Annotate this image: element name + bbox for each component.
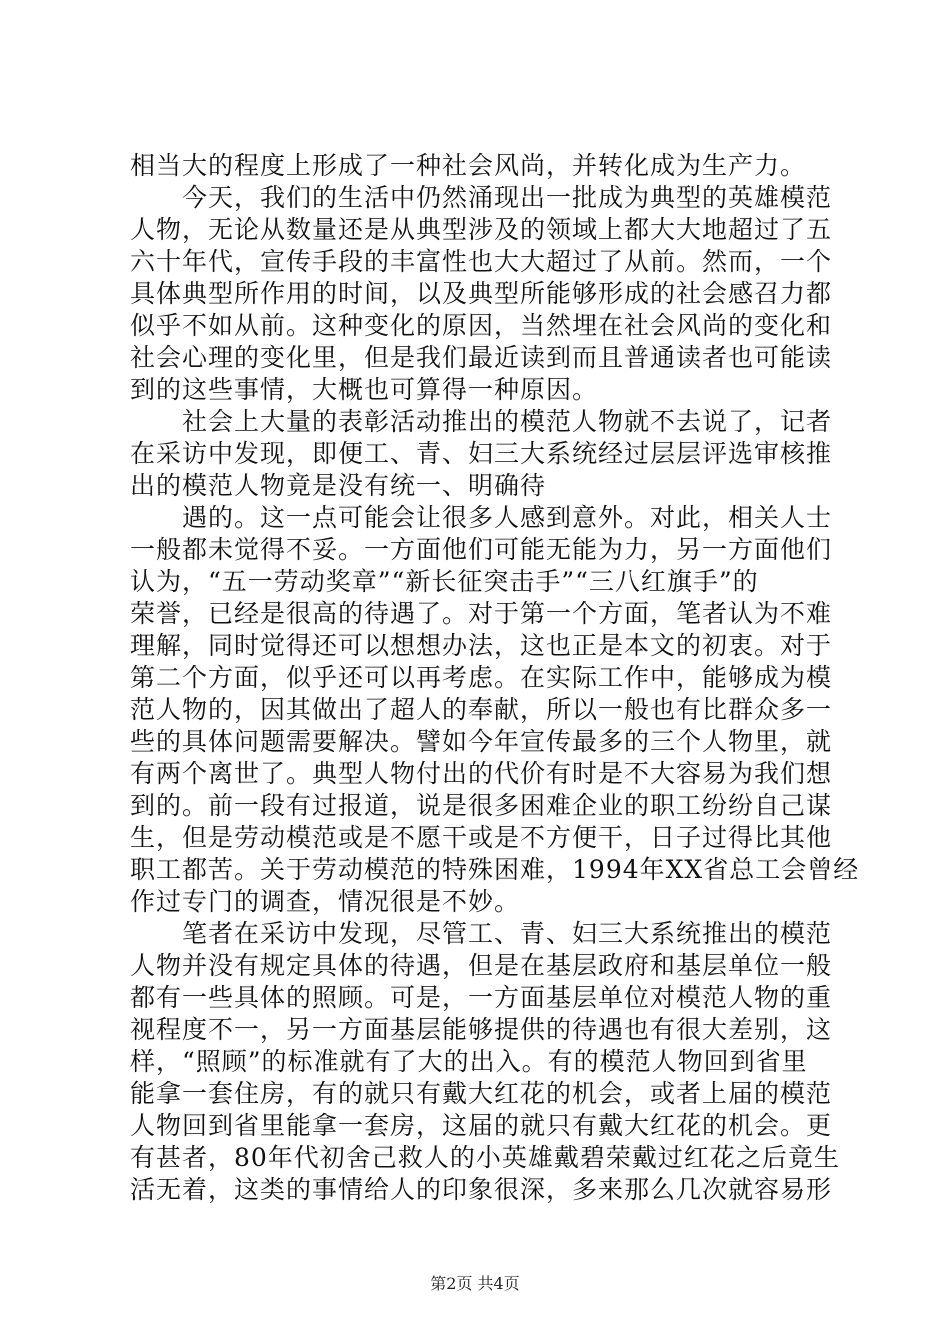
body-text xyxy=(130,150,860,1206)
text-line: 到的。前一段有过报道，说是很多困难企业的职工纷纷自己谋 xyxy=(130,791,833,820)
text-line: 遇的。这一点可能会让很多人感到意外。对此，相关人士 xyxy=(182,503,833,532)
text-line: 六十年代，宣传手段的丰富性也大大超过了从前。然而，一个 xyxy=(130,247,833,276)
page-number-footer: 第2页 共4页 xyxy=(430,1274,520,1293)
text-line: 人物回到省里能拿一套房，这届的就只有戴大红花的机会。更 xyxy=(130,1111,833,1140)
text-line: 理解，同时觉得还可以想想办法，这也正是本文的初衷。对于 xyxy=(130,631,833,660)
text-line: 人物并没有规定具体的待遇，但是在基层政府和基层单位一般 xyxy=(130,951,833,980)
text-line: 出的模范人物竟是没有统一、明确待 xyxy=(130,471,547,500)
text-line: 活无着，这类的事情给人的印象很深，多来那么几次就容易形 xyxy=(130,1175,833,1204)
text-line: 职工都苦。关于劳动模范的特殊困难，1994年XX省总工会曾经 xyxy=(130,855,860,884)
text-line: 有甚者，80年代初舍己救人的小英雄戴碧荣戴过红花之后竟生 xyxy=(130,1143,840,1172)
text-line: 笔者在采访中发现，尽管工、青、妇三大系统推出的模范 xyxy=(182,919,833,948)
text-line: 范人物的，因其做出了超人的奉献，所以一般也有比群众多一 xyxy=(130,695,833,724)
text-line: 社会心理的变化里，但是我们最近读到而且普通读者也可能读 xyxy=(130,343,833,372)
text-line: 在采访中发现，即便工、青、妇三大系统经过层层评选审核推 xyxy=(130,439,833,468)
text-line: 到的这些事情，大概也可算得一种原因。 xyxy=(130,375,599,404)
text-line: 都有一些具体的照顾。可是，一方面基层单位对模范人物的重 xyxy=(130,983,833,1012)
text-line: 认为，“五一劳动奖章”“新长征突击手”“三八红旗手”的 xyxy=(130,567,759,596)
text-line: 些的具体问题需要解决。譬如今年宣传最多的三个人物里，就 xyxy=(130,727,833,756)
text-line: 作过专门的调查，情况很是不妙。 xyxy=(130,887,521,916)
text-line: 生，但是劳动模范或是不愿干或是不方便干，日子过得比其他 xyxy=(130,823,833,852)
text-line: 有两个离世了。典型人物付出的代价有时是不大容易为我们想 xyxy=(130,759,833,788)
text-line: 社会上大量的表彰活动推出的模范人物就不去说了，记者 xyxy=(182,407,833,436)
text-line: 人物，无论从数量还是从典型涉及的领域上都大大地超过了五 xyxy=(130,215,833,244)
text-line: 一般都未觉得不妥。一方面他们可能无能为力，另一方面他们 xyxy=(130,535,833,564)
text-line: 能拿一套住房，有的就只有戴大红花的机会，或者上届的模范 xyxy=(130,1079,833,1108)
text-line: 似乎不如从前。这种变化的原因，当然埋在社会风尚的变化和 xyxy=(130,311,833,340)
text-line: 荣誉，已经是很高的待遇了。对于第一个方面，笔者认为不难 xyxy=(130,599,833,628)
text-line: 第二个方面，似乎还可以再考虑。在实际工作中，能够成为模 xyxy=(130,663,833,692)
text-line: 今天，我们的生活中仍然涌现出一批成为典型的英雄模范 xyxy=(182,183,833,212)
text-line: 样，“照顾”的标准就有了大的出入。有的模范人物回到省里 xyxy=(130,1047,808,1076)
text-line: 具体典型所作用的时间，以及典型所能够形成的社会感召力都 xyxy=(130,279,833,308)
text-line: 相当大的程度上形成了一种社会风尚，并转化成为生产力。 xyxy=(130,151,807,180)
text-line: 视程度不一，另一方面基层能够提供的待遇也有很大差别，这 xyxy=(130,1015,833,1044)
